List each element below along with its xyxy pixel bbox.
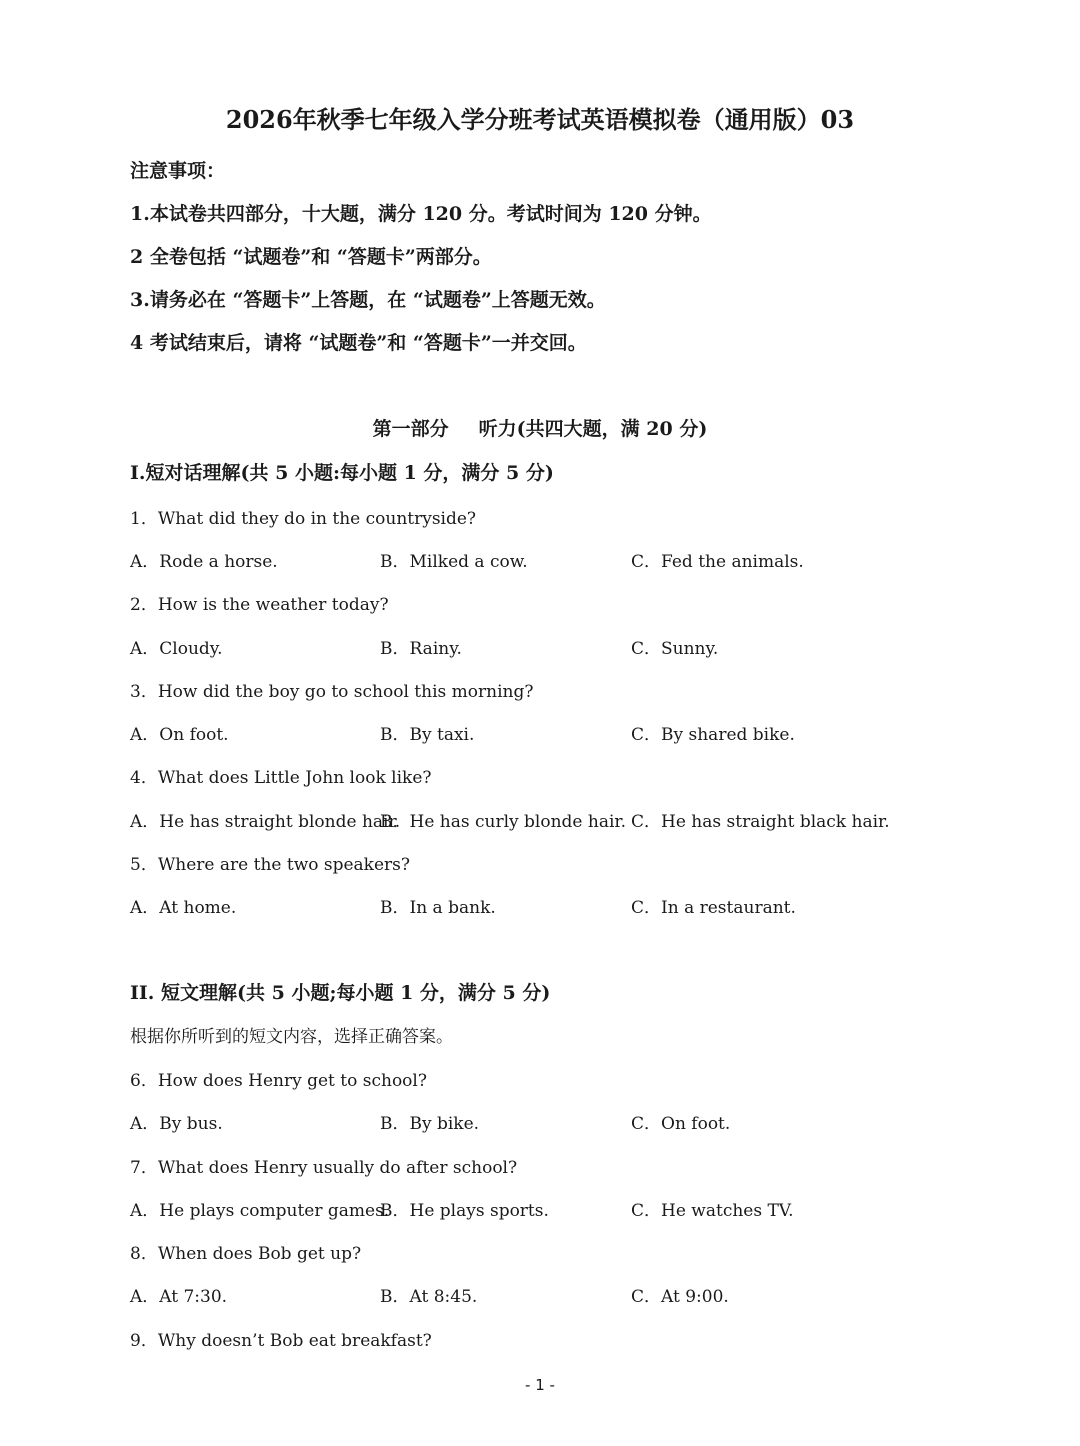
option-3a: A．On foot. bbox=[130, 725, 229, 745]
notice-item: 3.请务必在 “答题卡”上答题，在 “试题卷”上答题无效。 bbox=[130, 289, 606, 311]
option-1a: A．Rode a horse. bbox=[130, 552, 278, 572]
option-1c: C．Fed the animals. bbox=[631, 552, 804, 572]
part-title: 听力(共四大题，满 20 分) bbox=[478, 418, 708, 440]
section-2-title: II. 短文理解(共 5 小题;每小题 1 分，满分 5 分) bbox=[130, 982, 551, 1004]
option-6c: C．On foot. bbox=[631, 1114, 731, 1134]
option-3b: B．By taxi. bbox=[380, 725, 475, 745]
notice-item: 4 考试结束后，请将 “试题卷”和 “答题卡”一并交回。 bbox=[130, 332, 587, 354]
option-3c: C．By shared bike. bbox=[631, 725, 795, 745]
option-5a: A．At home. bbox=[130, 898, 237, 918]
notice-item: 2 全卷包括 “试题卷”和 “答题卡”两部分。 bbox=[130, 246, 492, 268]
question-6: 6．How does Henry get to school? bbox=[130, 1071, 427, 1091]
question-1: 1．What did they do in the countryside? bbox=[130, 509, 477, 529]
question-9: 9．Why doesn’t Bob eat breakfast? bbox=[130, 1331, 432, 1351]
option-6b: B．By bike. bbox=[380, 1114, 480, 1134]
option-2a: A．Cloudy. bbox=[130, 639, 223, 659]
option-7b: B．He plays sports. bbox=[380, 1201, 549, 1221]
page-title: 2026年秋季七年级入学分班考试英语模拟卷（通用版）03 bbox=[225, 105, 855, 134]
question-3: 3．How did the boy go to school this morning? bbox=[130, 682, 534, 702]
option-6a: A．By bus. bbox=[130, 1114, 223, 1134]
part-heading bbox=[0, 414, 1080, 441]
option-5b: B．In a bank. bbox=[380, 898, 496, 918]
section-2-instruction: 根据你所听到的短文内容，选择正确答案。 bbox=[130, 1027, 453, 1047]
option-2c: C．Sunny. bbox=[631, 639, 719, 659]
option-4b: B．He has curly blonde hair. bbox=[380, 812, 627, 832]
notice-heading: 注意事项： bbox=[130, 160, 226, 182]
question-4: 4．What does Little John look like? bbox=[130, 768, 432, 788]
question-2: 2．How is the weather today? bbox=[130, 595, 389, 615]
option-1b: B．Milked a cow. bbox=[380, 552, 528, 572]
option-8c: C．At 9:00. bbox=[631, 1287, 729, 1307]
option-7c: C．He watches TV. bbox=[631, 1201, 794, 1221]
notice-item: 1.本试卷共四部分，十大题，满分 120 分。考试时间为 120 分钟。 bbox=[130, 203, 712, 225]
section-1-title: I.短对话理解(共 5 小题:每小题 1 分，满分 5 分) bbox=[130, 462, 554, 484]
page-number: - 1 - bbox=[525, 1376, 555, 1394]
option-7a: A．He plays computer games. bbox=[130, 1201, 390, 1221]
option-5c: C．In a restaurant. bbox=[631, 898, 796, 918]
question-5: 5．Where are the two speakers? bbox=[130, 855, 411, 875]
question-8: 8．When does Bob get up? bbox=[130, 1244, 362, 1264]
option-8b: B．At 8:45. bbox=[380, 1287, 478, 1307]
part-label: 第一部分 bbox=[372, 418, 449, 440]
question-7: 7．What does Henry usually do after school? bbox=[130, 1158, 518, 1178]
option-4c: C．He has straight black hair. bbox=[631, 812, 890, 832]
option-2b: B．Rainy. bbox=[380, 639, 462, 659]
option-8a: A．At 7:30. bbox=[130, 1287, 228, 1307]
option-4a: A．He has straight blonde hair. bbox=[130, 812, 401, 832]
